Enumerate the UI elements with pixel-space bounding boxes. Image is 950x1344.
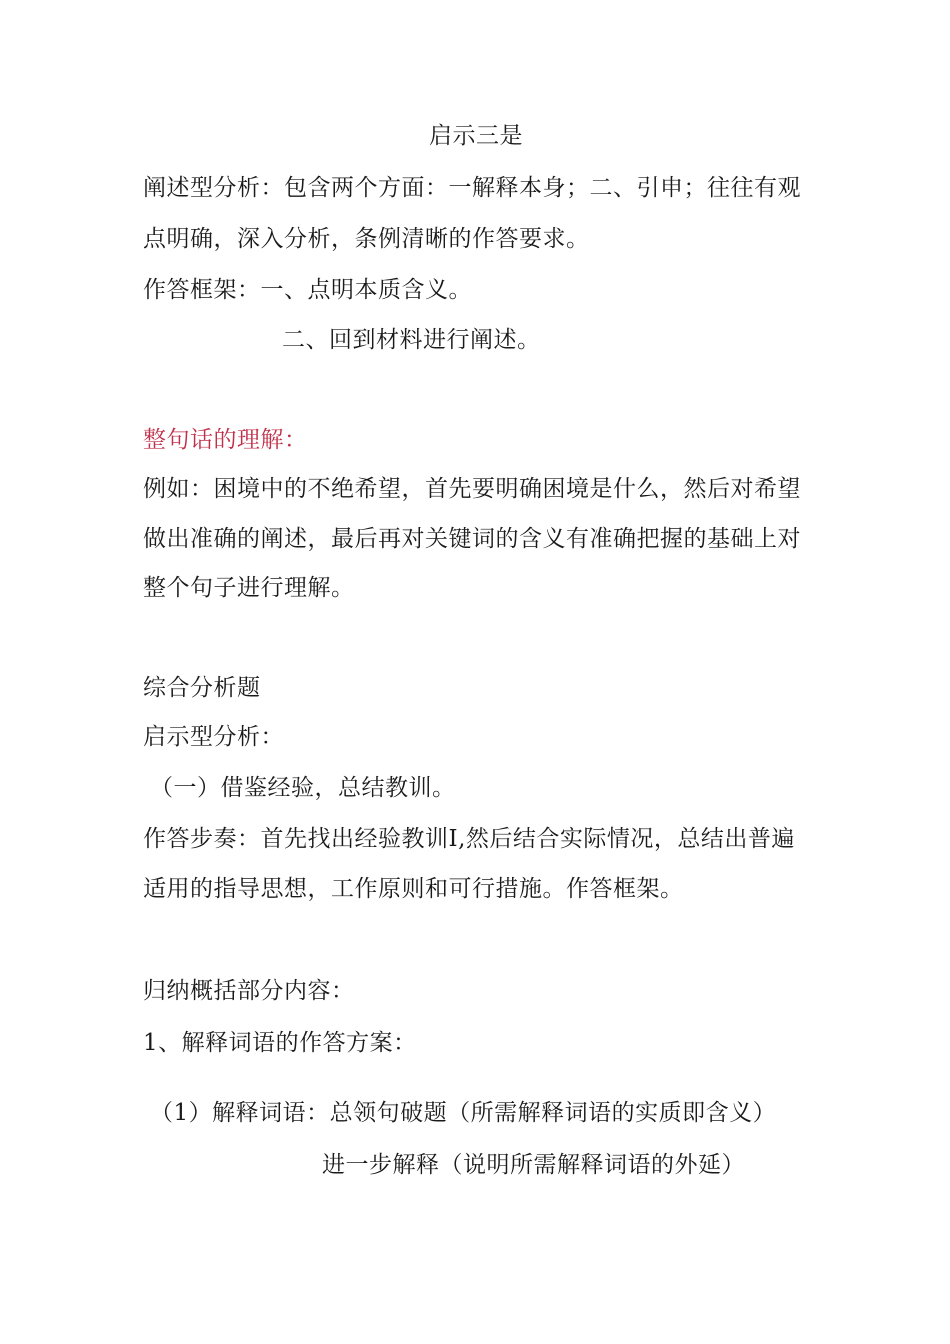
- paragraph-line: 作答框架：一、点明本质含义。: [143, 277, 472, 303]
- summary-heading: 归纳概括部分内容：: [143, 978, 355, 1004]
- summary-subpoint: （1）解释词语：总领句破题（所需解释词语的实质即含义）: [150, 1100, 777, 1126]
- summary-subpoint: 进一步解释（说明所需解释词语的外延）: [322, 1152, 745, 1178]
- example-line: 整个句子进行理解。: [143, 575, 355, 601]
- page-title: 启示三是: [429, 123, 523, 149]
- comprehensive-subheading: 启示型分析：: [143, 724, 284, 750]
- summary-point: 1、解释词语的作答方案：: [143, 1030, 417, 1056]
- paragraph-line: 二、回到材料进行阐述。: [282, 327, 541, 353]
- example-line: 做出准确的阐述，最后再对关键词的含义有准确把握的基础上对: [143, 526, 801, 552]
- comprehensive-heading: 综合分析题: [143, 675, 261, 701]
- comprehensive-item: （一）借鉴经验，总结教训。: [150, 775, 456, 801]
- paragraph-line: 阐述型分析：包含两个方面：一解释本身；二、引申；往往有观: [143, 175, 801, 201]
- steps-line: 作答步奏：首先找出经验教训I,然后结合实际情况，总结出普遍: [143, 826, 795, 852]
- example-line: 例如：困境中的不绝希望，首先要明确困境是什么，然后对希望: [143, 476, 801, 502]
- steps-line: 适用的指导思想，工作原则和可行措施。作答框架。: [143, 876, 684, 902]
- section-heading: 整句话的理解：: [143, 427, 308, 453]
- paragraph-line: 点明确，深入分析，条例清晰的作答要求。: [143, 226, 590, 252]
